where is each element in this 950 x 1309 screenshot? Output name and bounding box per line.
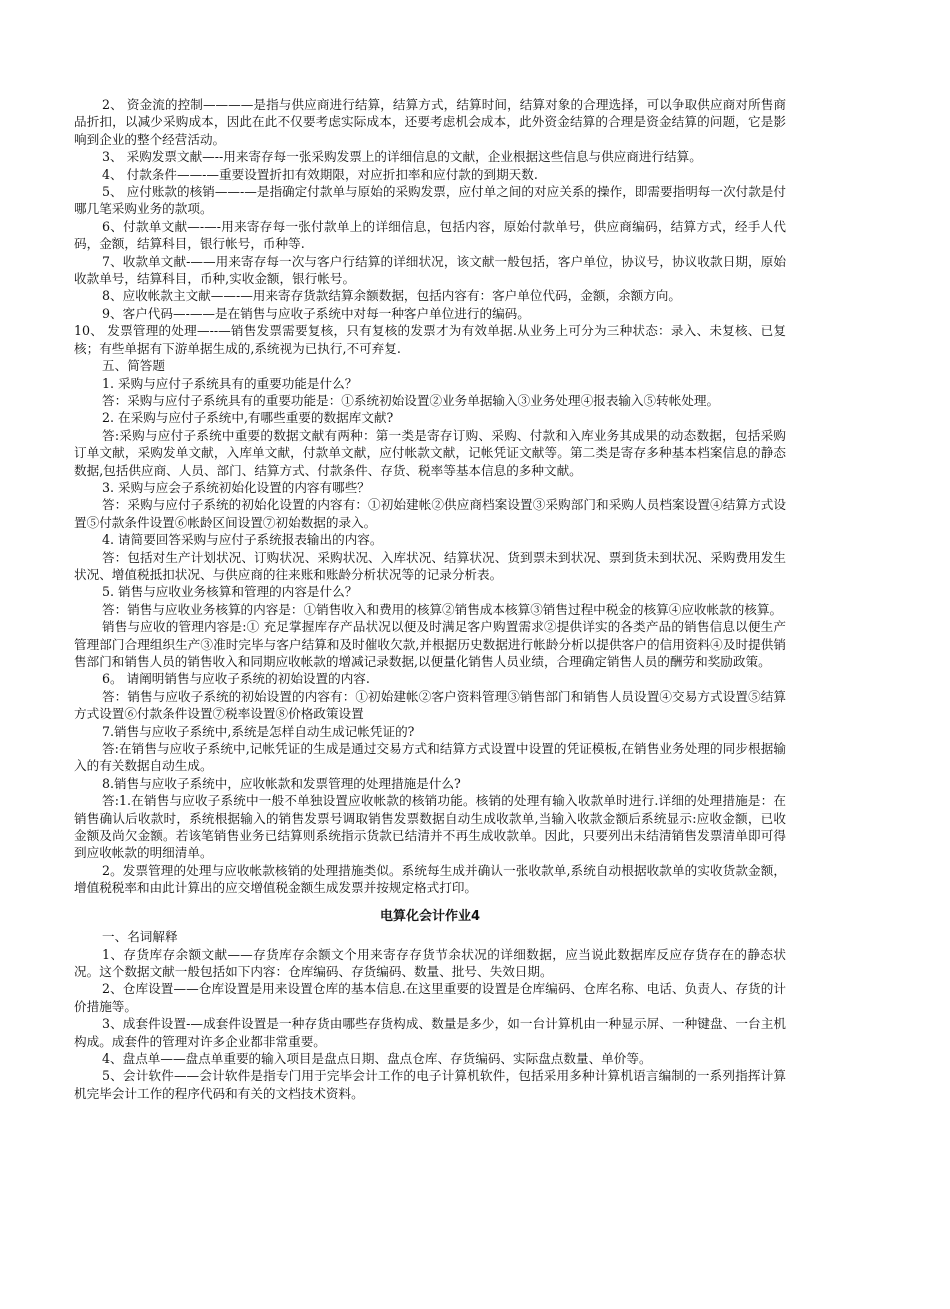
paragraph: 5. 销售与应收业务核算和管理的内容是什么？ <box>102 584 358 600</box>
paragraph: 3. 采购与应会子系统初始化设置的内容有哪些？ <box>102 479 370 495</box>
paragraph: 五、简答题 <box>102 358 165 374</box>
paragraph: 答：采购与应付子系统具有的重要功能是：①系统初始设置②业务单据输入③业务处理④报表输入⑤转帐处理。 <box>102 392 720 408</box>
paragraph: 8、应收帐款主文献——-—用来寄存货款结算余额数据，包括内容有：客户单位代码，金额，余额方向。 <box>102 288 681 304</box>
paragraph: 7.销售与应收子系统中,系统是怎样自动生成记帐凭证的? <box>102 723 415 739</box>
paragraph: 答:在销售与应收子系统中,记帐凭证的生成是通过交易方式和结算方式设置中设置的凭证模板,在销售业务处理的同步根据输入的有关数据自动生成。 <box>74 741 786 774</box>
paragraph: 9、客户代码—-——是在销售与应收子系统中对每一种客户单位进行的编码。 <box>102 305 530 321</box>
paragraph: 答:1.在销售与应收子系统中一般不单独设置应收帐款的核销功能。核销的处理有输入收款单时进行.详细的处理措施是：在销售确认后收款时，系统根据输入的销售发票号调取销售发票数据自动生成收款单,当输入收款金额后系统显示:应收金额，已收金额及尚欠金额。若该笔销售业务已结算则系统指示货款已结清并不再生成收款单。因此，只要列出未结清销售发票清单即可得到应收帐款的明细清单。 <box>74 793 786 861</box>
paragraph: 3、成套件设置-—成套件设置是一种存货由哪些存货构成、数量是多少，如一台计算机由一种显示屏、一种键盘、一台主机构成。成套件的管理对许多企业都非常重要。 <box>74 1016 786 1049</box>
paragraph: 答:采购与应付子系统中重要的数据文献有两种：第一类是寄存订购、采购、付款和入库业务其成果的动态数据，包括采购订单文献，采购发单文献，入库单文献，付款单文献，应付帐款文献，记帐凭证文献等。第二类是寄存多种基本档案信息的静态数据,包括供应商、人员、部门、结算方式、付款条件、存货、税率等基本信息的多种文献。 <box>74 427 786 478</box>
paragraph: 10、 发票管理的处理—--—销售发票需要复核，只有复核的发票才为有效单据.从业务上可分为三种状态：录入、未复核、已复核；有些单据有下游单据生成的,系统视为已执行,不可弃复. <box>74 323 786 356</box>
paragraph: 8.销售与应收子系统中，应收帐款和发票管理的处理措施是什么? <box>102 775 461 791</box>
paragraph: 6、付款单文献—-—-用来寄存每一张付款单上的详细信息，包括内容，原始付款单号，供应商编码，结算方式，经手人代码，金额，结算科目，银行帐号，币种等. <box>74 218 786 252</box>
section-title: 电算化会计作业4 <box>379 908 481 924</box>
paragraph: 6。 请阐明销售与应收子系统的初始设置的内容. <box>102 671 370 687</box>
paragraph: 答：销售与应收业务核算的内容是：①销售收入和费用的核算②销售成本核算③销售过程中税金的核算④应收帐款的核算。 <box>102 601 783 617</box>
paragraph: 答：销售与应收子系统的初始设置的内容有：①初始建帐②客户资料管理③销售部门和销售人员设置④交易方式设置⑤结算方式设置⑥付款条件设置⑦税率设置⑧价格政策设置 <box>74 688 786 722</box>
paragraph: 2、 资金流的控制————是指与供应商进行结算，结算方式，结算时间，结算对象的合理选择，可以争取供应商对所售商品折扣，以减少采购成本，因此在此不仅要考虑实际成本，还要考虑机会成本，此外资金结算的合理是资金结算的问题，它是影响到企业的整个经营活动。 <box>74 97 786 147</box>
paragraph: 4、 付款条件——-—重要设置折扣有效期限，对应折扣率和应付款的到期天数. <box>102 166 538 182</box>
paragraph: 1、存货库存余额文献——存货库存余额文个用来寄存存货节余状况的详细数据，应当说此数据库反应存货存在的静态状况。这个数据文献一般包括如下内容：仓库编码、存货编码、数量、批号、失效日期。 <box>74 946 786 979</box>
paragraph: 4. 请简要回答采购与应付子系统报表输出的内容。 <box>102 532 383 548</box>
paragraph: 1. 采购与应付子系统具有的重要功能是什么？ <box>102 375 358 391</box>
paragraph: 7、收款单文献-——用来寄存每一次与客户行结算的详细状况，该文献一般包括，客户单位，协议号，协议收款日期，原始收款单号，结算科目，币种,实收金额，银行帐号。 <box>74 253 786 287</box>
paragraph: 2. 在采购与应付子系统中,有哪些重要的数据库文献? <box>102 410 394 426</box>
paragraph: 一、名词解释 <box>102 929 178 945</box>
document-page <box>74 96 786 1102</box>
paragraph: 销售与应收的管理内容是:① 充足掌握库存产品状况以便及时满足客户购置需求②提供详实的各类产品的销售信息以便生产管理部门合理组织生产③准时完毕与客户结算和及时催收欠款,并根据历史数据进行帐龄分析以提供客户的信用资料④及时提供销售部门和销售人员的销售收入和同期应收帐款的增减记录数据,以便量化销售人员业绩，合理确定销售人员的酬劳和奖励政策。 <box>74 619 786 669</box>
paragraph: 4、盘点单——盘点单重要的输入项目是盘点日期、盘点仓库、存货编码、实际盘点数量、单价等。 <box>102 1050 652 1066</box>
paragraph: 2。发票管理的处理与应收帐款核销的处理措施类似。系统每生成并确认一张收款单,系统自动根据收款单的实收货款金额，增值税税率和由此计算出的应交增值税金额生成发票并按规定格式打印。 <box>74 862 786 896</box>
paragraph: 5、 应付账款的核销——-—是指确定付款单与原始的采购发票，应付单之间的对应关系的操作，即需要指明每一次付款是付哪几笔采购业务的款项。 <box>74 184 786 217</box>
paragraph: 2、仓库设置——仓库设置是用来设置仓库的基本信息.在这里重要的设置是仓库编码、仓库名称、电话、负责人、存货的计价措施等。 <box>74 981 786 1014</box>
paragraph: 答：包括对生产计划状况、订购状况、采购状况、入库状况、结算状况、货到票未到状况、票到货未到状况、采购费用发生状况、增值税抵扣状况、与供应商的往来账和账龄分析状况等的记录分析表。 <box>74 549 786 582</box>
paragraph: 3、 采购发票文献—--用来寄存每一张采购发票上的详细信息的文献，企业根据这些信息与供应商进行结算。 <box>102 149 702 165</box>
paragraph: 答：采购与应付子系统的初始化设置的内容有：①初始建帐②供应商档案设置③采购部门和采购人员档案设置④结算方式设置⑤付款条件设置⑥帐龄区间设置⑦初始数据的录入。 <box>74 497 786 530</box>
paragraph: 5、会计软件——会计软件是指专门用于完毕会计工作的电子计算机软件，包括采用多种计算机语言编制的一系列指挥计算机完毕会计工作的程序代码和有关的文档技术资料。 <box>74 1068 786 1101</box>
